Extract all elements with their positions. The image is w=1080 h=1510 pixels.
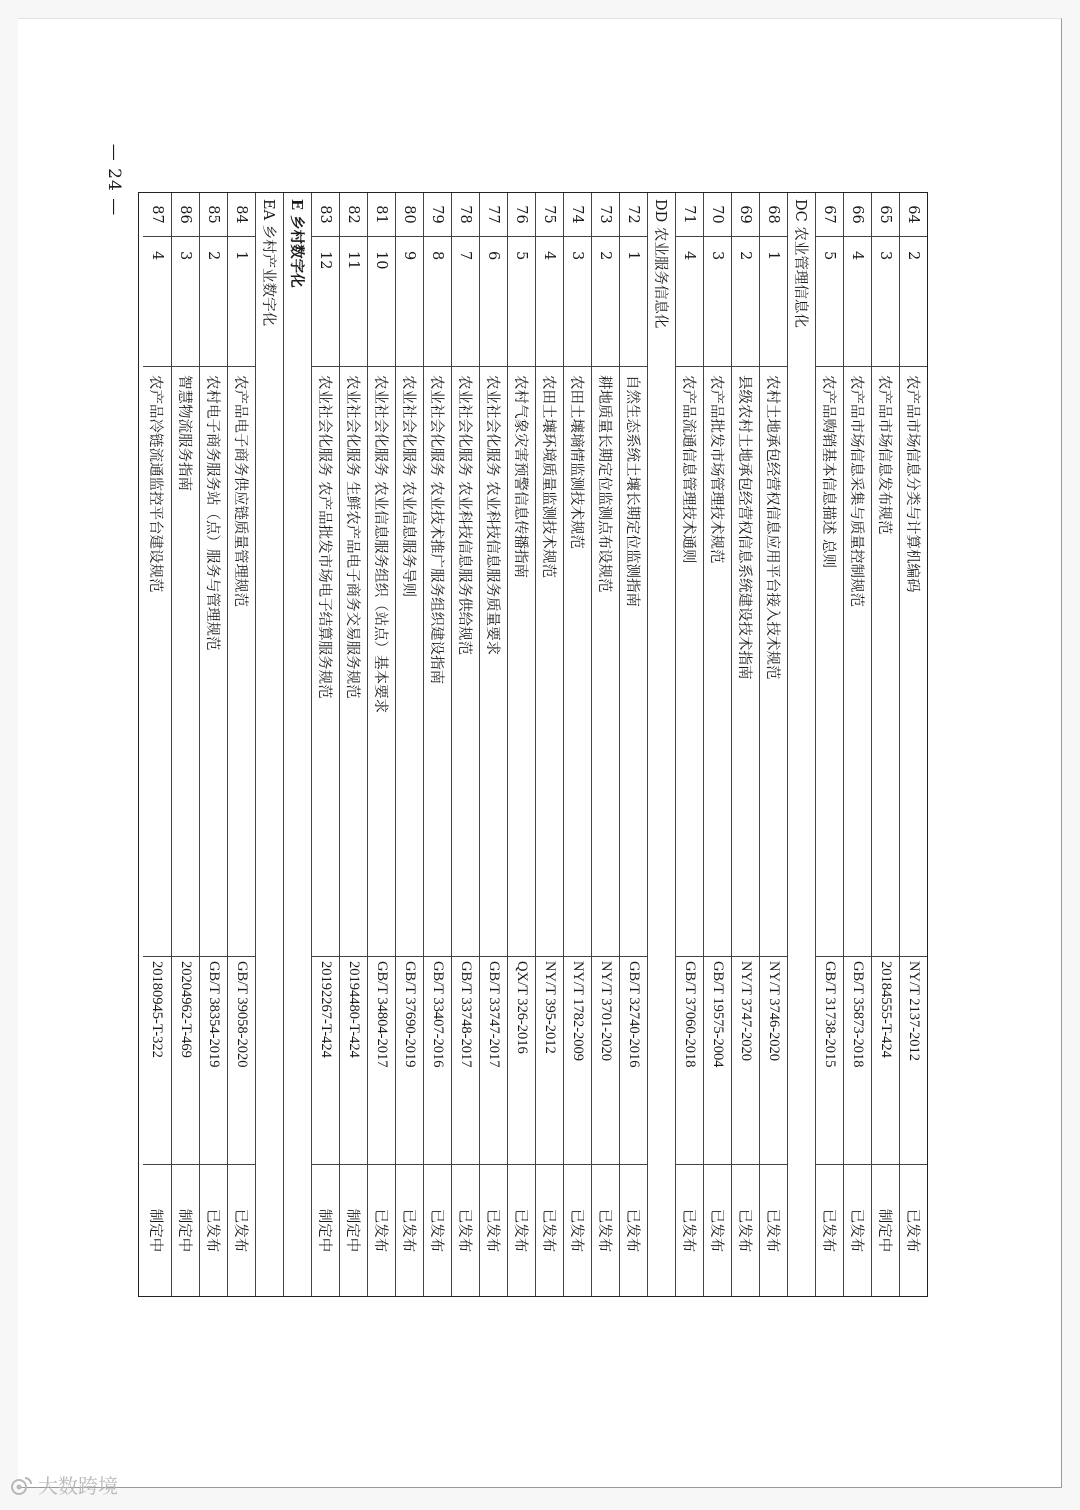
status-text: 制定中 (176, 1208, 192, 1253)
section-title: E 乡村数字化 (288, 199, 305, 288)
sub-number: 1 (760, 237, 787, 367)
table-row (815, 193, 843, 1296)
table-row (535, 193, 563, 1296)
standard-name: 农产品市场信息分类与计算机编码 (900, 367, 927, 957)
sub-number: 6 (480, 237, 507, 367)
standard-name: 农田土壤墒情监测技术规范 (564, 367, 591, 957)
row-number: 77 (480, 193, 507, 237)
standard-code: 20194480-T-424 (340, 957, 367, 1165)
row-number: 79 (424, 193, 451, 237)
standard-code: NY/T 3747-2020 (732, 957, 759, 1165)
table-row (423, 193, 451, 1296)
standard-name: 县级农村土地承包经营权信息系统建设技术指南 (732, 367, 759, 957)
status-text: 已发布 (232, 1208, 248, 1253)
status-text: 已发布 (372, 1208, 388, 1253)
watermark (8, 1470, 118, 1499)
sub-number: 2 (200, 237, 227, 367)
row-number: 80 (396, 193, 423, 237)
standard-name: 农村气象灾害预警信息传播指南 (508, 367, 535, 957)
standard-code: GB/T 35873-2018 (844, 957, 871, 1165)
standard-name: 农业社会化服务 生鲜农产品电子商务交易服务规范 (340, 367, 367, 957)
row-number: 70 (704, 193, 731, 237)
table-row (171, 193, 199, 1296)
status-text: 已发布 (428, 1208, 444, 1253)
status-text: 已发布 (540, 1208, 556, 1253)
row-number: 84 (228, 193, 255, 237)
standard-code: 20204962-T-469 (172, 957, 199, 1165)
sub-number: 3 (172, 237, 199, 367)
row-number: 69 (732, 193, 759, 237)
standard-code: NY/T 2137-2012 (900, 957, 927, 1165)
sub-number: 2 (732, 237, 759, 367)
table-row (507, 193, 535, 1296)
sub-number: 12 (312, 237, 339, 367)
table-row (675, 193, 703, 1296)
section-header-row (255, 193, 283, 1296)
standard-code: 20192267-T-424 (312, 957, 339, 1165)
table-row (899, 193, 927, 1296)
standard-name: 农产品冷链流通监控平台建设规范 (143, 367, 171, 957)
sub-number: 4 (844, 237, 871, 367)
status-text: 制定中 (316, 1208, 332, 1253)
standard-code: GB/T 34804-2017 (368, 957, 395, 1165)
status-text: 已发布 (400, 1208, 416, 1253)
table-row (871, 193, 899, 1296)
status-text: 已发布 (904, 1208, 920, 1253)
status-text: 已发布 (456, 1208, 472, 1253)
standard-name: 农产品流通信息管理技术通则 (676, 367, 703, 957)
row-number: 67 (816, 193, 843, 237)
weibo-logo-icon (8, 1475, 34, 1495)
status-text: 已发布 (568, 1208, 584, 1253)
standard-name: 农产品购销基本信息描述 总则 (816, 367, 843, 957)
row-number: 73 (592, 193, 619, 237)
standard-code: 20184555-T-424 (872, 957, 899, 1165)
sub-number: 3 (872, 237, 899, 367)
row-number: 75 (536, 193, 563, 237)
sub-number: 3 (704, 237, 731, 367)
standard-name: 农村电子商务服务站（点）服务与管理规范 (200, 367, 227, 957)
standard-code: GB/T 31738-2015 (816, 957, 843, 1165)
table-row (563, 193, 591, 1296)
status-text: 已发布 (624, 1208, 640, 1253)
standard-name: 农产品批发市场管理技术规范 (704, 367, 731, 957)
standard-code: NY/T 3746-2020 (760, 957, 787, 1165)
row-number: 71 (676, 193, 703, 237)
standard-code: 20180945-T-322 (143, 957, 171, 1165)
standard-name: 农业社会化服务 农业技术推广服务组织建设指南 (424, 367, 451, 957)
standard-name: 农业社会化服务 农业科技信息服务供给规范 (452, 367, 479, 957)
sub-number: 4 (676, 237, 703, 367)
row-number: 64 (900, 193, 927, 237)
standard-code: GB/T 33747-2017 (480, 957, 507, 1165)
table-row (591, 193, 619, 1296)
table-row (395, 193, 423, 1296)
row-number: 81 (368, 193, 395, 237)
standard-name: 农产品电子商务供应链质量管理规范 (228, 367, 255, 957)
status-text: 已发布 (512, 1208, 528, 1253)
status-text: 已发布 (680, 1208, 696, 1253)
standard-code: GB/T 33748-2017 (452, 957, 479, 1165)
standard-code: GB/T 37060-2018 (676, 957, 703, 1165)
row-number: 68 (760, 193, 787, 237)
section-title: EA 乡村产业数字化 (260, 199, 276, 327)
row-number: 78 (452, 193, 479, 237)
standard-code: NY/T 395-2012 (536, 957, 563, 1165)
section-header-row (647, 193, 675, 1296)
table-row (367, 193, 395, 1296)
status-text: 已发布 (596, 1208, 612, 1253)
row-number: 83 (312, 193, 339, 237)
sub-number: 10 (368, 237, 395, 367)
standard-code: GB/T 33407-2016 (424, 957, 451, 1165)
status-text: 已发布 (708, 1208, 724, 1253)
standard-name: 耕地质量长期定位监测点布设规范 (592, 367, 619, 957)
table-row (479, 193, 507, 1296)
table-row (227, 193, 255, 1296)
standard-code: NY/T 3701-2020 (592, 957, 619, 1165)
sub-number: 1 (228, 237, 255, 367)
table-row (759, 193, 787, 1296)
sub-number: 4 (143, 237, 171, 367)
table-row (339, 193, 367, 1296)
status-text: 制定中 (344, 1208, 360, 1253)
watermark-text: 大数跨境 (38, 1474, 118, 1498)
status-text: 制定中 (876, 1208, 892, 1253)
row-number: 65 (872, 193, 899, 237)
standard-code: GB/T 19575-2004 (704, 957, 731, 1165)
status-text: 已发布 (204, 1208, 220, 1253)
standards-table (138, 192, 928, 1297)
table-row (143, 193, 171, 1296)
row-number: 76 (508, 193, 535, 237)
status-text: 已发布 (484, 1208, 500, 1253)
row-number: 72 (620, 193, 647, 237)
standard-code: NY/T 1782-2009 (564, 957, 591, 1165)
status-text: 已发布 (736, 1208, 752, 1253)
row-number: 85 (200, 193, 227, 237)
standard-name: 农业社会化服务 农业科技信息服务质量要求 (480, 367, 507, 957)
standard-code: GB/T 37690-2019 (396, 957, 423, 1165)
table-row (619, 193, 647, 1296)
row-number: 86 (172, 193, 199, 237)
sub-number: 2 (592, 237, 619, 367)
sub-number: 2 (900, 237, 927, 367)
table-row (311, 193, 339, 1296)
sub-number: 9 (396, 237, 423, 367)
standard-name: 农业社会化服务 农产品批发市场电子结算服务规范 (312, 367, 339, 957)
sub-number: 5 (508, 237, 535, 367)
standard-code: GB/T 32740-2016 (620, 957, 647, 1165)
standard-name: 农业社会化服务 农业信息服务组织（站点）基本要求 (368, 367, 395, 957)
standard-name: 自然生态系统土壤长期定位监测指南 (620, 367, 647, 957)
section-header-row (787, 193, 815, 1296)
table-row (703, 193, 731, 1296)
standard-code: QX/T 326-2016 (508, 957, 535, 1165)
status-text: 已发布 (820, 1208, 836, 1253)
table-row (199, 193, 227, 1296)
sub-number: 8 (424, 237, 451, 367)
standard-name: 农田土壤环境质量监测技术规范 (536, 367, 563, 957)
row-number: 74 (564, 193, 591, 237)
table-row (843, 193, 871, 1296)
standard-code: GB/T 39058-2020 (228, 957, 255, 1165)
row-number: 82 (340, 193, 367, 237)
status-text: 已发布 (764, 1208, 780, 1253)
section-title: DD 农业服务信息化 (652, 199, 668, 329)
sub-number: 3 (564, 237, 591, 367)
standard-name: 农产品市场信息采集与质量控制规范 (844, 367, 871, 957)
table-row (451, 193, 479, 1296)
standard-name: 智慧物流服务指南 (172, 367, 199, 957)
status-text: 制定中 (147, 1208, 164, 1253)
standard-code: GB/T 38354-2019 (200, 957, 227, 1165)
page-number (104, 140, 124, 220)
section-title: DC 农业管理信息化 (792, 199, 808, 328)
standards-table-frame (138, 192, 928, 1297)
sub-number: 5 (816, 237, 843, 367)
row-number: 66 (844, 193, 871, 237)
table-row (731, 193, 759, 1296)
status-text: 已发布 (848, 1208, 864, 1253)
page-number-text: — 24 — (104, 143, 125, 217)
sub-number: 1 (620, 237, 647, 367)
sub-number: 4 (536, 237, 563, 367)
sub-number: 11 (340, 237, 367, 367)
sub-number: 7 (452, 237, 479, 367)
standard-name: 农业社会化服务 农业信息服务导则 (396, 367, 423, 957)
standard-name: 农产品市场信息发布规范 (872, 367, 899, 957)
row-number: 87 (143, 193, 171, 237)
standard-name: 农村土地承包经营权信息应用平台接入技术规范 (760, 367, 787, 957)
section-header-row (283, 193, 311, 1296)
